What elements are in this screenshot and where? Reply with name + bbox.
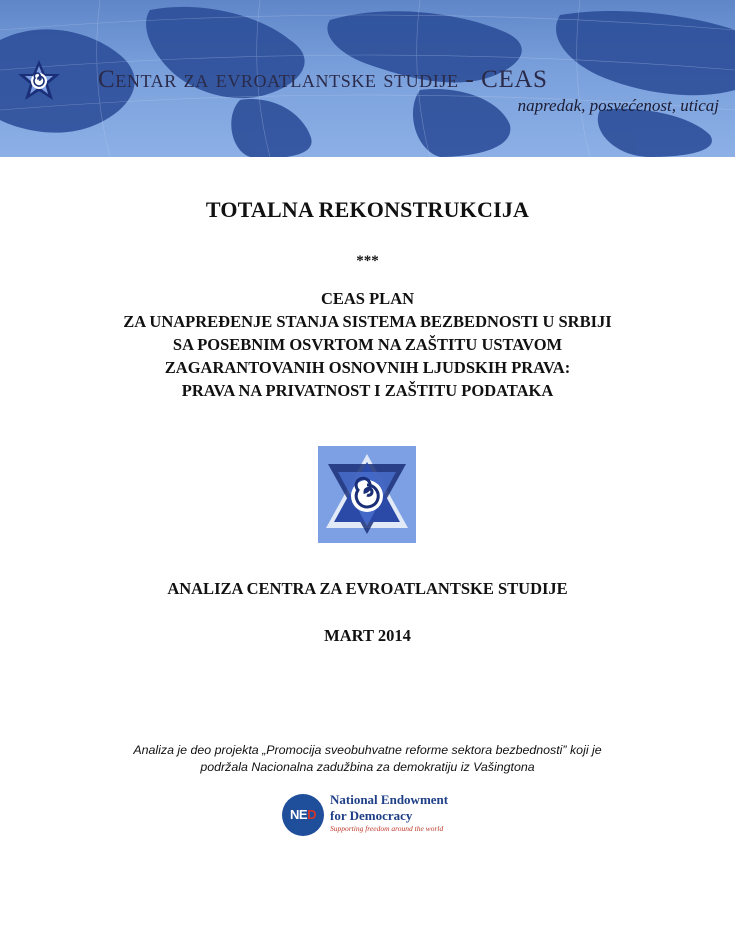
subtitle-line: ZA UNAPREĐENJE STANJA SISTEMA BEZBEDNOSTI U SRBIJI [123, 312, 612, 331]
ned-name-line1: National Endowment [330, 792, 449, 807]
note-line: podržala Nacionalna zadužbina za demokratiju iz Vašingtona [200, 760, 535, 774]
document-title: TOTALNA REKONSTRUKCIJA [205, 197, 530, 222]
header-banner [0, 0, 735, 157]
subtitle-line: SA POSEBNIM OSVRTOM NA ZAŠTITU USTAVOM [172, 335, 563, 354]
note-line: Analiza je deo projekta „Promocija sveobuhvatne reforme sektora bezbednosti” koji je [133, 743, 602, 757]
ned-logo [282, 792, 482, 838]
ned-tagline: Supporting freedom around the world [330, 824, 444, 833]
document-date: MART 2014 [324, 626, 411, 645]
ned-mark-icon [282, 794, 324, 836]
project-note [0, 742, 735, 776]
ned-name [330, 792, 448, 824]
ceas-banner-logo-icon [16, 58, 62, 104]
ned-mark-left: NE [290, 807, 308, 822]
subtitle-line: PRAVA NA PRIVATNOST I ZAŠTITU PODATAKA [181, 381, 554, 400]
ceas-center-logo-icon [318, 446, 416, 543]
org-tagline: napredak, posvećenost, uticaj [517, 96, 719, 115]
separator: *** [356, 253, 379, 269]
subtitle-line: ZAGARANTOVANIH OSNOVNIH LJUDSKIH PRAVA: [164, 358, 571, 377]
analysis-line: ANALIZA CENTRA ZA EVROATLANTSKE STUDIJE [167, 579, 568, 598]
subtitle-line: CEAS PLAN [320, 289, 415, 308]
ned-mark-right: D [307, 807, 316, 822]
ned-name-line2: for Democracy [330, 808, 413, 823]
document-subtitle [0, 287, 735, 402]
org-name: Centar za evroatlantske studije - CEAS [98, 66, 548, 93]
